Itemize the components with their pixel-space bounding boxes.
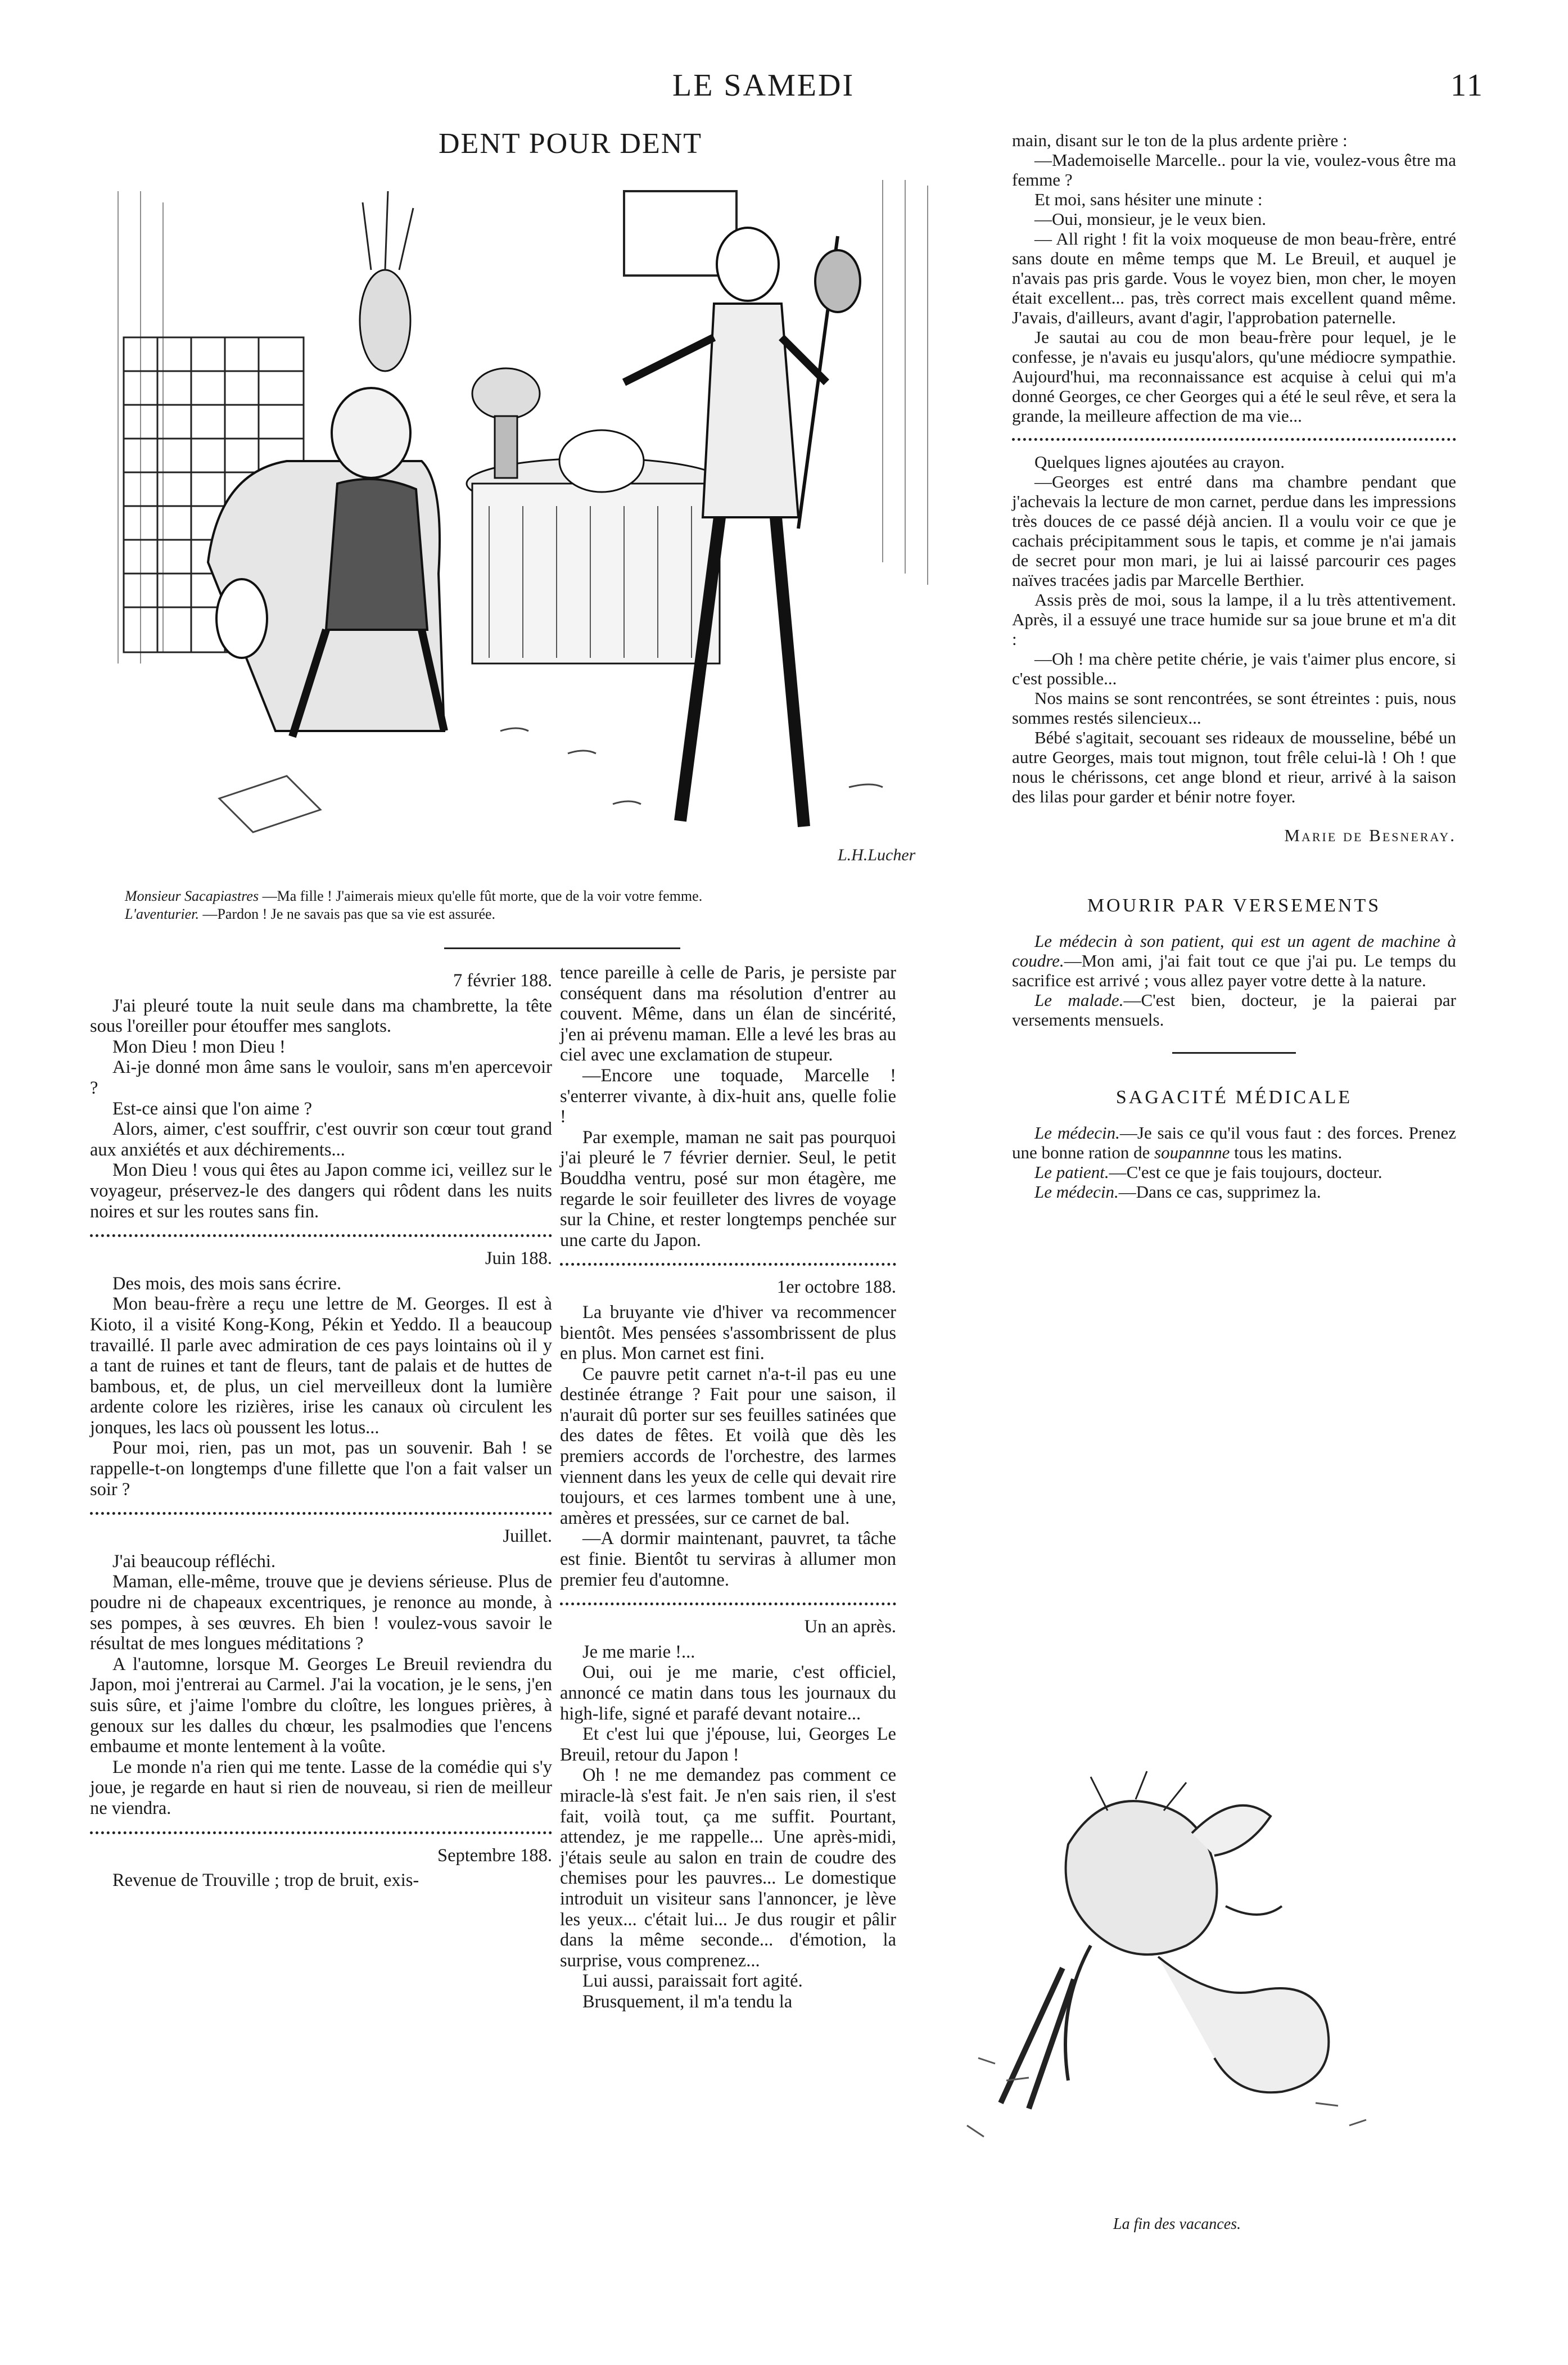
dotted-separator xyxy=(1012,438,1456,441)
dotted-separator xyxy=(560,1603,896,1605)
dialogue-text: —Je sais ce qu'il vous faut : des forces. Prenez une bonne ration de xyxy=(1012,1123,1457,1162)
paragraph xyxy=(1012,931,1456,990)
paragraph: Ai-je donné mon âme sans le vouloir, sans m'en apercevoir ? xyxy=(90,1057,552,1098)
paragraph: —Georges est entré dans ma chambre pendant que j'achevais la lecture de mon carnet, perdue dans les impressions très douces de ce passé déjà ancien. Il a voulu voir ce que je cachais précipitamment sous le tapis, et comme je n'ai jamais de secret pour mon mari, je lui ai laissé parcourir ces pages naïves tracées jadis par Marcelle Berthier. xyxy=(1012,472,1456,590)
article-column-1 xyxy=(90,963,552,1891)
paragraph: J'ai pleuré toute la nuit seule dans ma chambrette, la tête sous l'oreiller pour étouffer mes sanglots. xyxy=(90,995,552,1037)
paragraph: Est-ce ainsi que l'on aime ? xyxy=(112,1098,313,1119)
paragraph: Revenue de Trouville ; trop de bruit, exis- xyxy=(112,1870,419,1891)
paragraph: Brusquement, il m'a tendu la xyxy=(582,1991,793,2012)
paragraph: Assis près de moi, sous la lampe, il a lu très attentivement. Après, il a essuyé une trace humide sur sa joue brune et m'a dit : xyxy=(1012,590,1456,649)
paragraph: —Mademoiselle Marcelle.. pour la vie, voulez-vous être ma femme ? xyxy=(1012,150,1456,189)
dialogue-text: —Mon ami, j'ai fait tout ce que j'ai pu. Le temps du sacrifice est arrivé ; vous allez payer votre dette à la nature. xyxy=(1012,951,1456,990)
section-title-sagacite: SAGACITÉ MÉDICALE xyxy=(1115,1087,1353,1108)
dialogue-italic: soupannne xyxy=(1154,1143,1230,1162)
article-column-2 xyxy=(560,963,896,2012)
speaker-label: Le malade. xyxy=(1034,990,1124,1010)
dotted-separator xyxy=(90,1512,552,1515)
entry-date: 1er octobre 188. xyxy=(776,1277,896,1298)
paragraph: Alors, aimer, c'est souffrir, c'est ouvrir son cœur tout grand aux anxiétés et aux déchirements... xyxy=(90,1119,552,1160)
paragraph: Pour moi, rien, pas un mot, pas un souvenir. Bah ! se rappelle-t-on longtemps d'une fillette que l'on a fait valser un soir ? xyxy=(90,1438,552,1500)
article-title: DENT POUR DENT xyxy=(439,128,703,160)
paragraph: La bruyante vie d'hiver va recommencer bientôt. Mes pensées s'assombrissent de plus en plus. Mon carnet est fini. xyxy=(560,1302,896,1364)
paragraph: Mon beau-frère a reçu une lettre de M. Georges. Il est à Kioto, il a visité Kong-Kong, Pékin et Yeddo. Il a beaucoup travaillé. Il parle avec admiration de ces pays lointains où il y a tant de ruines et tant de fleurs, tant de palais et de huttes de bambous, et, de plus, un ciel merveilleux dont la lumière ardente colore les rizières, irise les canaux où circulent les jonques, les lacs où poussent les lotus... xyxy=(90,1294,552,1438)
paragraph xyxy=(1012,1162,1456,1182)
entry-date: Septembre 188. xyxy=(437,1845,552,1866)
dialogue-text: —Dans ce cas, supprimez la. xyxy=(1118,1182,1321,1202)
caption-1-speaker: Monsieur Sacapiastres xyxy=(125,888,259,904)
paragraph: Et moi, sans hésiter une minute : xyxy=(1034,189,1263,209)
paragraph: Mon Dieu ! mon Dieu ! xyxy=(112,1036,286,1057)
entry-date: Un an après. xyxy=(804,1617,896,1637)
illustration-caption-2 xyxy=(125,905,991,923)
paragraph: Oui, oui je me marie, c'est officiel, annoncé ce matin dans tous les journaux du high-life, signé et parafé devant notaire... xyxy=(560,1662,896,1724)
paragraph: Maman, elle-même, trouve que je deviens sérieuse. Plus de poudre ni de chapeaux excentriques, je renonce au monde, à ses pompes, à ses œuvres. Eh bien ! voulez-vous savoir le résultat de mes longues méditations ? xyxy=(90,1572,552,1654)
paragraph: Quelques lignes ajoutées au crayon. xyxy=(1034,452,1285,472)
paragraph: —Oh ! ma chère petite chérie, je vais t'aimer plus encore, si c'est possible... xyxy=(1012,649,1456,688)
paragraph: Mon Dieu ! vous qui êtes au Japon comme ici, veillez sur le voyageur, préservez-le des dangers qui rôdent dans les nuits noires et sur les routes sans fin. xyxy=(90,1160,552,1222)
dotted-separator xyxy=(90,1831,552,1834)
caption-rule xyxy=(444,947,680,949)
section-title-mourir: MOURIR PAR VERSEMENTS xyxy=(1087,895,1381,916)
caption-1-text: —Ma fille ! J'aimerais mieux qu'elle fût morte, que de la voir votre femme. xyxy=(262,888,703,904)
paragraph: Lui aussi, paraissait fort agité. xyxy=(582,1971,803,1992)
paragraph: A l'automne, lorsque M. Georges Le Breuil reviendra du Japon, moi j'entrerai au Carmel. J'ai la vocation, je le sens, j'en suis sûre, et j'aime l'ombre du cloître, les longues prières, à genoux sur les dalles du chœur, les psalmodies que l'encens embaume et monte lentement à la voûte. xyxy=(90,1654,552,1757)
illustration-main xyxy=(107,169,978,866)
speaker-label: Le médecin. xyxy=(1034,1182,1119,1202)
author-signature: Marie de Besneray. xyxy=(1284,825,1456,845)
paragraph xyxy=(1012,990,1456,1030)
paragraph: —Encore une toquade, Marcelle ! s'enterrer vivante, à dix-huit ans, quelle folie ! xyxy=(560,1065,896,1127)
paragraph: Je sautai au cou de mon beau-frère pour lequel, je le confesse, je n'avais eu jusqu'alors, qu'une médiocre sympathie. Aujourd'hui, ma reconnaissance est acquise à celui qui m'a donné Georges, ce cher Georges qui a été le seul rêve, et sera la grande, la meilleure affection de ma vie... xyxy=(1012,327,1456,426)
paragraph: Nos mains se sont rencontrées, se sont étreintes : puis, nous sommes restés silencieux... xyxy=(1012,688,1456,728)
paragraph: J'ai beaucoup réfléchi. xyxy=(112,1551,276,1572)
paragraph: Bébé s'agitait, secouant ses rideaux de mousseline, bébé un autre Georges, mais tout mignon, tout frêle celui-là ! Oh ! que nous le chérissons, cet ange blond et rieur, arrivé à la saison des lilas pour garder et bénir notre foyer. xyxy=(1012,728,1456,806)
dialogue-text: tous les matins. xyxy=(1234,1143,1343,1162)
article-column-3 xyxy=(1012,130,1456,1202)
dotted-separator xyxy=(90,1234,552,1237)
entry-date: Juillet. xyxy=(503,1526,552,1547)
paragraph xyxy=(1012,1182,1456,1202)
entry-date: Juin 188. xyxy=(485,1248,552,1269)
artist-signature: L.H.Lucher xyxy=(838,846,916,864)
page-number: 11 xyxy=(1450,68,1484,103)
paragraph: — All right ! fit la voix moqueuse de mon beau-frère, entré sans doute en même temps que M. Le Breuil, et auquel je n'avais pas pris garde. Vous le voyez bien, mon cher, le moyen était excellent... pas, très correct mais excellent quand même. J'avais, d'ailleurs, avant d'agir, l'approbation paternelle. xyxy=(1012,229,1456,327)
paragraph: —Oui, monsieur, je le veux bien. xyxy=(1034,209,1267,229)
speaker-label: Le patient. xyxy=(1034,1162,1109,1182)
newspaper-title: LE SAMEDI xyxy=(672,68,855,103)
paragraph xyxy=(1012,1123,1456,1162)
illustration-child xyxy=(922,1766,1462,2159)
paragraph: Et c'est lui que j'épouse, lui, Georges Le Breuil, retour du Japon ! xyxy=(560,1724,896,1765)
paragraph: tence pareille à celle de Paris, je persiste par conséquent dans ma résolution d'entrer au couvent. Même, dans un élan de sincérité, j'en ai prévenu maman. Elle a levé les bras au ciel avec une exclamation de stupeur. xyxy=(560,963,896,1066)
paragraph: Je me marie !... xyxy=(582,1641,695,1662)
paragraph: Des mois, des mois sans écrire. xyxy=(112,1273,342,1294)
illustration-caption-3: La fin des vacances. xyxy=(1113,2215,1241,2233)
paragraph: Ce pauvre petit carnet n'a-t-il pas eu une destinée étrange ? Fait pour une saison, il n'aurait dû porter sur ses feuilles satinées que des dates de fêtes. Et voilà que dès les premiers accords de l'orchestre, des larmes viennent dans les yeux de celle qui devait rire toujours, et ces larmes tombent une à une, amères et pressées, sur ce carnet de bal. xyxy=(560,1364,896,1528)
paragraph: main, disant sur le ton de la plus ardente prière : xyxy=(1012,130,1348,150)
illustration-caption-1 xyxy=(125,887,991,905)
caption-2-speaker: L'aventurier. xyxy=(125,906,199,922)
dotted-separator xyxy=(560,1263,896,1266)
dialogue-text: —C'est bien, docteur, je la paierai par versements mensuels. xyxy=(1012,990,1457,1030)
entry-date: 7 février 188. xyxy=(453,971,552,991)
paragraph: Par exemple, maman ne sait pas pourquoi j'ai pleuré le 7 février dernier. Seul, le petit Bouddha ventru, posé sur mon étagère, me regarde le soir feuilleter des livres de voyage sur la Chine, et rester longtemps penchée sur une carte du Japon. xyxy=(560,1127,896,1251)
paragraph: —A dormir maintenant, pauvret, ta tâche est finie. Bientôt tu serviras à allumer mon premier feu d'automne. xyxy=(560,1528,896,1590)
dialogue-text: —C'est ce que je fais toujours, docteur. xyxy=(1109,1162,1382,1182)
speaker-label: Le médecin. xyxy=(1034,1123,1120,1143)
caption-2-text: —Pardon ! Je ne savais pas que sa vie est assurée. xyxy=(202,906,496,922)
speaker-label: Le médecin à son patient, qui est un agent de machine à coudre. xyxy=(1012,931,1456,971)
paragraph: Le monde n'a rien qui me tente. Lasse de la comédie qui s'y joue, je regarde en haut si rien de nouveau, si rien de meilleur ne viendra. xyxy=(90,1757,552,1818)
paragraph: Oh ! ne me demandez pas comment ce miracle-là s'est fait. Je n'en sais rien, il s'est fait, voilà tout, ça me suffit. Pourtant, attendez, je me rappelle... Une après-midi, j'étais seule au salon en train de coudre des chemises pour les pauvres... Le domestique introduit un visiteur sans l'annoncer, je lève les yeux... c'était lui... Je dus rougir et pâlir dans la même seconde... d'émotion, la surprise, vous comprenez... xyxy=(560,1765,896,1971)
